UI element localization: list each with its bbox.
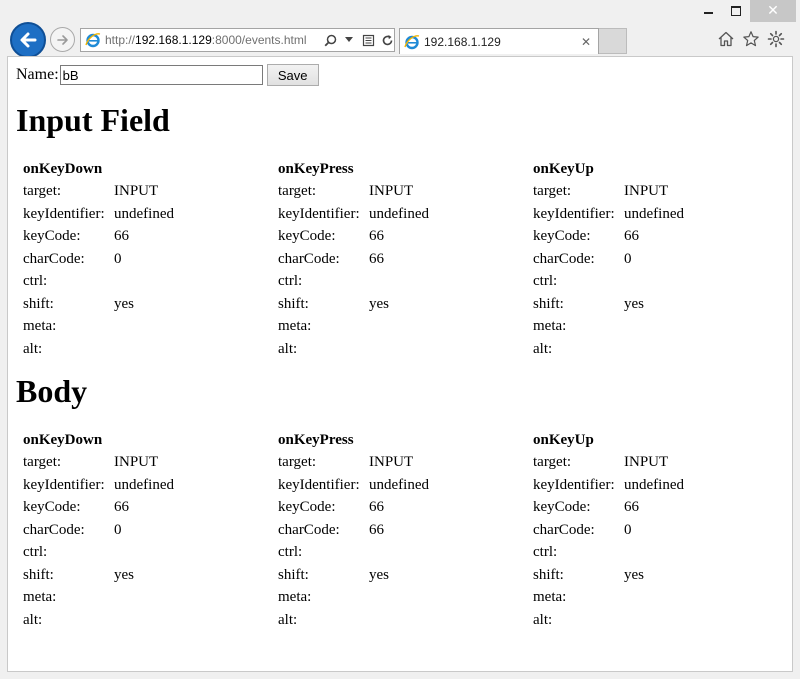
row-value: yes <box>369 566 389 583</box>
row-value: undefined <box>369 476 429 493</box>
row-key: ctrl: <box>278 544 303 560</box>
row-key: target: <box>23 454 62 470</box>
row-value: yes <box>624 295 644 312</box>
row-value: INPUT <box>624 454 669 470</box>
row-key: meta: <box>278 318 312 334</box>
event-row <box>23 519 271 542</box>
event-title: onKeyUp <box>533 432 594 448</box>
tab-close-icon[interactable]: ✕ <box>580 34 592 49</box>
event-column-keydown <box>16 158 271 360</box>
event-row <box>533 451 781 474</box>
event-column-keyup <box>526 429 781 631</box>
row-value: 66 <box>114 228 129 244</box>
row-value: INPUT <box>624 183 669 199</box>
event-column-keyup <box>526 158 781 360</box>
event-row <box>23 451 271 474</box>
row-key: charCode: <box>533 250 595 267</box>
event-column-keypress <box>271 429 526 631</box>
event-row <box>533 248 781 271</box>
row-value: undefined <box>624 476 684 493</box>
row-key: target: <box>23 183 62 199</box>
forward-arrow-icon <box>56 33 70 47</box>
name-label: Name: <box>16 66 59 83</box>
row-key: shift: <box>533 566 564 583</box>
row-key: meta: <box>23 589 57 605</box>
event-row <box>533 225 781 248</box>
event-row <box>278 203 526 226</box>
row-key: keyIdentifier: <box>278 476 360 493</box>
event-row <box>533 519 781 542</box>
event-row <box>278 564 526 587</box>
row-key: alt: <box>278 611 298 628</box>
event-row <box>533 609 781 632</box>
row-value: 66 <box>369 521 384 538</box>
row-key: ctrl: <box>278 273 303 289</box>
row-value: 66 <box>624 499 639 515</box>
event-row <box>23 541 271 564</box>
row-key: keyIdentifier: <box>533 476 615 493</box>
row-value: 0 <box>114 250 122 267</box>
home-icon[interactable] <box>716 29 735 48</box>
row-value: 66 <box>369 250 384 267</box>
row-value: undefined <box>624 205 684 222</box>
event-row <box>23 609 271 632</box>
row-key: target: <box>278 183 317 199</box>
row-key: shift: <box>533 295 564 312</box>
event-row <box>533 474 781 497</box>
event-title: onKeyDown <box>23 432 103 448</box>
maximize-button[interactable] <box>722 0 750 22</box>
browser-chrome <box>0 0 800 56</box>
section-heading-input-field: Input Field <box>16 102 170 138</box>
row-key: keyCode: <box>533 228 591 244</box>
compatibility-view-icon[interactable] <box>361 33 375 47</box>
event-row <box>278 474 526 497</box>
row-key: shift: <box>278 295 309 312</box>
row-value: undefined <box>369 205 429 222</box>
ie-logo-icon <box>85 32 101 48</box>
row-key: alt: <box>533 611 553 628</box>
event-columns-body <box>16 429 786 631</box>
row-value: 66 <box>624 228 639 244</box>
name-form <box>16 64 786 86</box>
row-key: ctrl: <box>23 273 48 289</box>
event-column-keydown <box>16 429 271 631</box>
forward-button[interactable] <box>50 27 75 52</box>
event-row <box>533 180 781 203</box>
event-row <box>533 541 781 564</box>
row-value: INPUT <box>369 183 414 199</box>
event-row <box>278 270 526 293</box>
row-value: yes <box>369 295 389 312</box>
event-row <box>533 564 781 587</box>
row-key: keyIdentifier: <box>278 205 360 222</box>
row-value: 0 <box>624 521 632 538</box>
row-key: shift: <box>23 295 54 312</box>
event-row <box>23 315 271 338</box>
row-key: ctrl: <box>533 544 558 560</box>
ie-tab-icon <box>404 34 420 50</box>
event-row <box>23 180 271 203</box>
row-key: keyCode: <box>23 228 81 244</box>
row-key: keyIdentifier: <box>23 476 105 493</box>
row-key: target: <box>278 454 317 470</box>
event-row <box>533 586 781 609</box>
favorites-star-icon[interactable] <box>741 29 760 48</box>
page-content <box>16 64 786 631</box>
row-value: 66 <box>114 499 129 515</box>
settings-gear-icon[interactable] <box>766 29 785 48</box>
event-row <box>278 248 526 271</box>
row-value: INPUT <box>114 454 159 470</box>
row-key: target: <box>533 183 572 199</box>
row-key: alt: <box>278 340 298 357</box>
row-key: alt: <box>533 340 553 357</box>
refresh-icon[interactable] <box>380 33 394 47</box>
event-title: onKeyDown <box>23 161 103 177</box>
event-column-keypress <box>271 158 526 360</box>
row-key: keyIdentifier: <box>23 205 105 222</box>
event-row <box>278 519 526 542</box>
event-row <box>23 293 271 316</box>
event-row <box>278 541 526 564</box>
minimize-button[interactable] <box>694 0 722 22</box>
row-key: charCode: <box>23 250 85 267</box>
event-row <box>278 338 526 361</box>
row-key: keyIdentifier: <box>533 205 615 222</box>
row-key: shift: <box>278 566 309 583</box>
section-heading-body: Body <box>16 373 88 409</box>
row-key: ctrl: <box>533 273 558 289</box>
row-key: keyCode: <box>23 499 81 515</box>
event-row <box>533 496 781 519</box>
name-input[interactable] <box>60 65 263 85</box>
event-row <box>23 338 271 361</box>
back-arrow-icon <box>18 30 38 50</box>
row-value: 66 <box>369 228 384 244</box>
row-key: charCode: <box>533 521 595 538</box>
event-row <box>23 586 271 609</box>
event-row <box>23 496 271 519</box>
event-row <box>533 293 781 316</box>
tab-label: 192.168.1.129 <box>424 34 501 49</box>
row-key: alt: <box>23 611 43 628</box>
row-key: meta: <box>278 589 312 605</box>
row-value: 66 <box>369 499 384 515</box>
event-row <box>23 225 271 248</box>
back-button[interactable] <box>10 22 46 58</box>
row-value: 0 <box>114 521 122 538</box>
search-icon[interactable] <box>323 33 337 47</box>
row-key: keyCode: <box>533 499 591 515</box>
page-viewport <box>7 56 793 672</box>
event-row <box>278 225 526 248</box>
event-row <box>23 564 271 587</box>
tab-active[interactable] <box>399 28 599 54</box>
event-row <box>533 338 781 361</box>
row-key: ctrl: <box>23 544 48 560</box>
address-bar[interactable] <box>80 28 395 52</box>
row-key: meta: <box>23 318 57 334</box>
row-value: INPUT <box>369 454 414 470</box>
event-row <box>278 586 526 609</box>
event-row <box>278 180 526 203</box>
row-key: target: <box>533 454 572 470</box>
event-row <box>278 315 526 338</box>
event-row <box>278 293 526 316</box>
row-key: keyCode: <box>278 228 336 244</box>
event-row <box>23 248 271 271</box>
row-key: alt: <box>23 340 43 357</box>
row-key: charCode: <box>278 250 340 267</box>
row-value: INPUT <box>114 183 159 199</box>
url-text[interactable]: http://192.168.1.129:8000/events.html <box>105 33 307 47</box>
row-value: undefined <box>114 205 174 222</box>
event-row <box>23 474 271 497</box>
row-key: charCode: <box>278 521 340 538</box>
close-window-button[interactable]: ✕ <box>750 0 796 22</box>
row-key: keyCode: <box>278 499 336 515</box>
event-row <box>533 270 781 293</box>
row-value: yes <box>114 295 134 312</box>
row-key: meta: <box>533 318 567 334</box>
event-row <box>533 315 781 338</box>
event-row <box>23 270 271 293</box>
event-row <box>278 451 526 474</box>
event-title: onKeyPress <box>278 161 354 177</box>
save-button[interactable]: Save <box>267 64 319 86</box>
event-columns-input <box>16 158 786 360</box>
row-key: shift: <box>23 566 54 583</box>
event-row <box>23 203 271 226</box>
row-value: yes <box>624 566 644 583</box>
dropdown-arrow-icon[interactable] <box>342 33 356 47</box>
event-title: onKeyUp <box>533 161 594 177</box>
event-row <box>533 203 781 226</box>
event-row <box>278 609 526 632</box>
row-value: yes <box>114 566 134 583</box>
row-key: charCode: <box>23 521 85 538</box>
event-title: onKeyPress <box>278 432 354 448</box>
event-row <box>278 496 526 519</box>
row-key: meta: <box>533 589 567 605</box>
row-value: undefined <box>114 476 174 493</box>
row-value: 0 <box>624 250 632 267</box>
new-tab-button[interactable] <box>599 28 627 54</box>
